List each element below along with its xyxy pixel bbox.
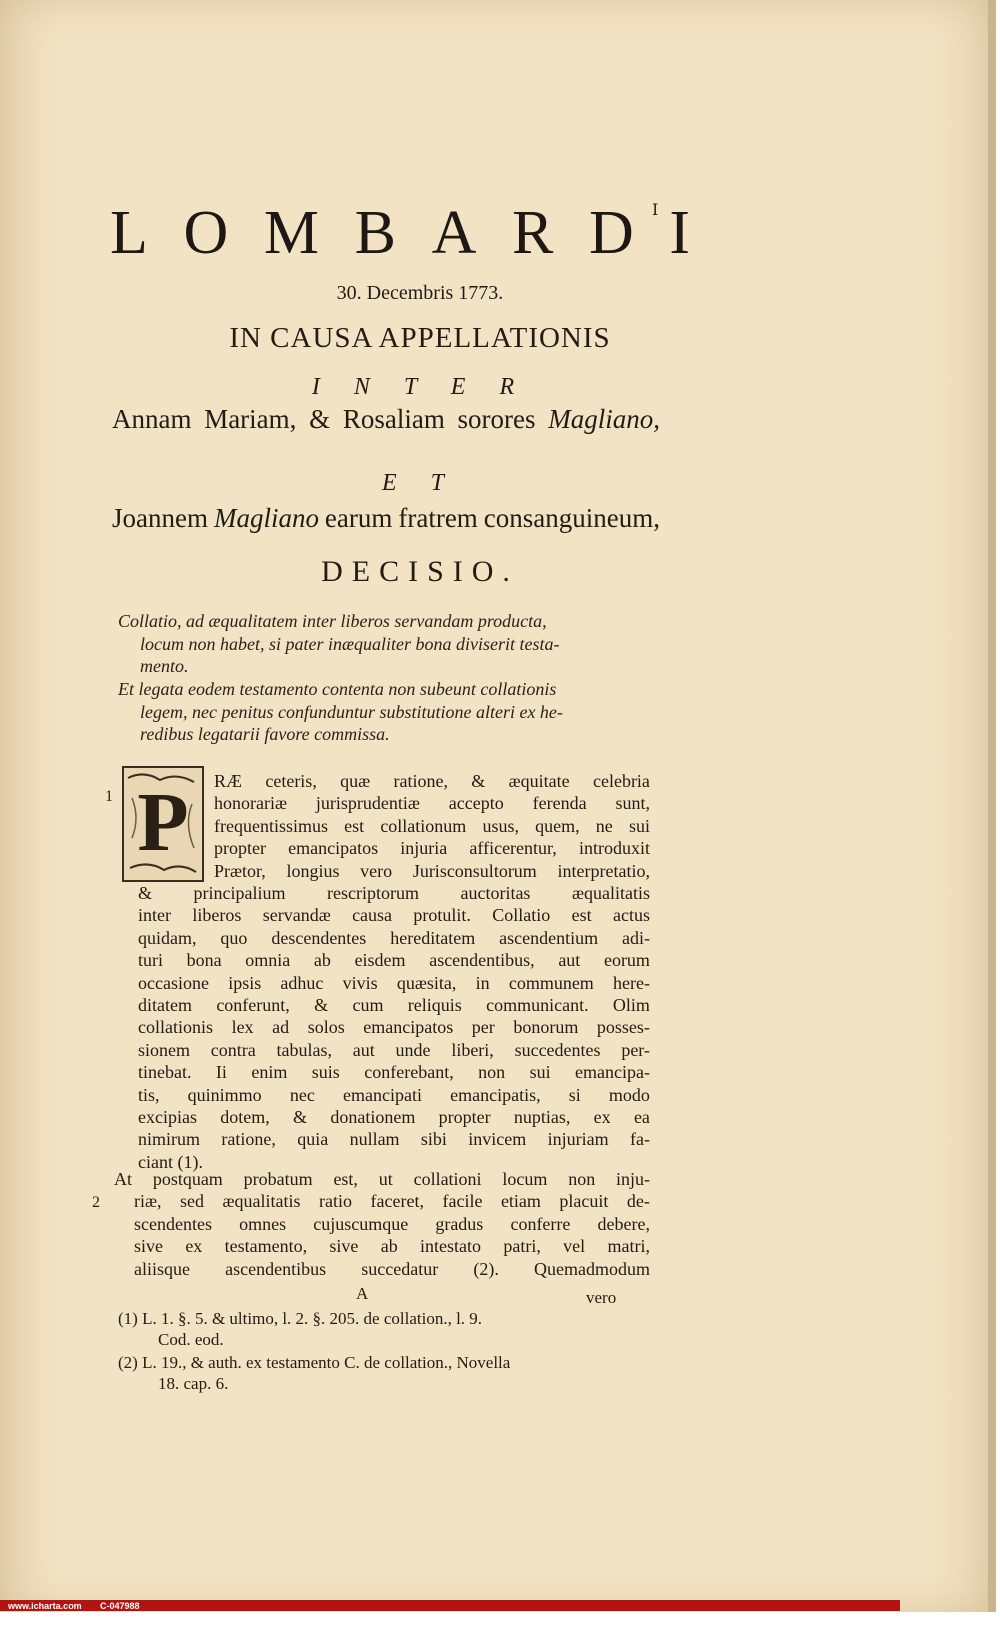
footnote-line: Cod. eod. [158, 1330, 224, 1349]
party-word: Joannem [112, 503, 208, 533]
party-word: sorores [457, 404, 536, 434]
summary-line: redibus legatarii favore commissa. [140, 724, 390, 744]
party-word: Annam [112, 404, 192, 434]
text-line: excipias dotem, & donationem propter nuptias, ex ea [138, 1107, 650, 1128]
causa-heading: IN CAUSA APPELLATIONIS [229, 322, 611, 354]
text-line: turi bona omnia ab eisdem ascendentibus, aut eorum [138, 950, 650, 971]
dropcap-ornament-icon [124, 768, 202, 880]
footnote-2 [118, 1352, 648, 1394]
party-line-1 [112, 404, 660, 435]
title-lombardi [110, 198, 690, 269]
dropcap-ornament [122, 766, 204, 882]
text-line: nimirum ratione, quia nullam sibi invicem injuriam fa- [138, 1129, 650, 1150]
text-line: honorariæ jurisprudentiæ accepto ferenda sunt, [214, 793, 650, 814]
date-line: 30. Decembris 1773. [336, 282, 504, 304]
text-line: sionem contra tabulas, aut unde liberi, succedentes per- [138, 1039, 650, 1060]
summary-line: legem, nec penitus confunduntur substitutione alteri ex he- [140, 701, 563, 722]
title-letter: R [511, 199, 554, 267]
catchword: vero [586, 1288, 617, 1307]
margin-number: 2 [92, 1194, 100, 1211]
party-surname: Magliano, [548, 404, 660, 434]
party-word: consanguineum, [483, 503, 660, 533]
party-word: earum [324, 503, 393, 533]
footnote-line: (1) L. 1. §. 5. & ultimo, l. 2. §. 205. de collation., l. 9. [118, 1309, 483, 1328]
text-line: sive ex testamento, sive ab intestato patri, vel matri, [134, 1236, 650, 1257]
text-line: scendentes omnes cujuscumque gradus conferre debere, [134, 1213, 650, 1234]
party-word: Mariam, [204, 404, 297, 434]
title-letter: A [431, 199, 477, 267]
title-letter: L [110, 199, 148, 267]
text-line: At postquam probatum est, ut collationi locum non inju- [114, 1169, 650, 1189]
footnote-line: (2) L. 19., & auth. ex testamento C. de collation., Novella [118, 1353, 511, 1372]
text-line: collationis lex ad solos emancipatos per bonorum posses- [138, 1017, 650, 1038]
summary-line: locum non habet, si pater inæqualiter bona diviserit testa- [140, 633, 560, 654]
title-letter: I [669, 199, 690, 267]
title-letter: D [588, 199, 634, 267]
page-edge [988, 0, 996, 1612]
text-line: propter emancipatos injuria afficerentur, introduxit [214, 838, 650, 859]
margin-number: 1 [105, 788, 113, 805]
signature-mark: A [356, 1284, 369, 1303]
summary-line: Et legata eodem testamento contenta non subeunt collationis [118, 679, 557, 699]
et-heading: E T [381, 470, 458, 496]
decisio-heading: DECISIO. [321, 555, 519, 588]
summary-maxim-1 [118, 610, 660, 678]
party-word: & [309, 404, 331, 434]
summary-maxim-2 [118, 678, 660, 746]
watermark-bar [8, 1600, 940, 1640]
footnote-line: 18. cap. 6. [158, 1374, 229, 1393]
text-line: Prætor, longius vero Jurisconsultorum interpretatio, [214, 860, 650, 881]
text-line: ciant (1). [138, 1151, 203, 1172]
summary-line: mento. [140, 656, 189, 676]
footnote-1 [118, 1308, 648, 1350]
party-word: Rosaliam [342, 404, 445, 434]
paragraph-1-body [138, 882, 650, 1173]
text-line: riæ, sed æqualitatis ratio faceret, facile etiam placuit de- [134, 1191, 650, 1212]
text-line: & principalium rescriptorum auctoritas æqualitatis [138, 883, 650, 903]
text-line: quidam, quo descendentes hereditatem ascendentium adi- [138, 927, 650, 948]
party-word: fratrem [398, 503, 478, 533]
party-line-2 [112, 503, 660, 534]
inter-heading: I N T E R [311, 374, 529, 400]
text-line: RÆ ceteris, quæ ratione, & æquitate celebria [214, 771, 650, 791]
text-line: aliisque ascendentibus succedatur (2). Quemadmodum [134, 1258, 650, 1279]
summary-line: Collatio, ad æqualitatem inter liberos servandam producta, [118, 611, 547, 631]
paragraph-1-opening [214, 770, 650, 882]
dropcap-letter: P [137, 776, 189, 869]
text-line: tinebat. Ii enim suis conferebant, non sui emancipa- [138, 1062, 650, 1083]
text-line: ditatem conferunt, & cum reliquis communicant. Olim [138, 995, 650, 1016]
text-line: occasione ipsis adhuc vivis quæsita, in communem here- [138, 972, 650, 993]
page-number: I [652, 200, 659, 219]
paragraph-2 [114, 1168, 650, 1280]
title-letter: O [183, 199, 229, 267]
text-line: tis, quinimmo nec emancipati emancipatis, si modo [138, 1084, 650, 1105]
text-line: inter liberos servandæ causa protulit. Collatio est actus [138, 905, 650, 926]
text-line: frequentissimus est collationum usus, quem, ne sui [214, 815, 650, 836]
watermark-code: C-047988 [100, 1601, 140, 1611]
party-surname: Magliano [213, 503, 319, 533]
watermark-site: www.icharta.com [8, 1601, 82, 1611]
title-letter: M [263, 199, 320, 267]
title-letter: B [354, 199, 396, 267]
